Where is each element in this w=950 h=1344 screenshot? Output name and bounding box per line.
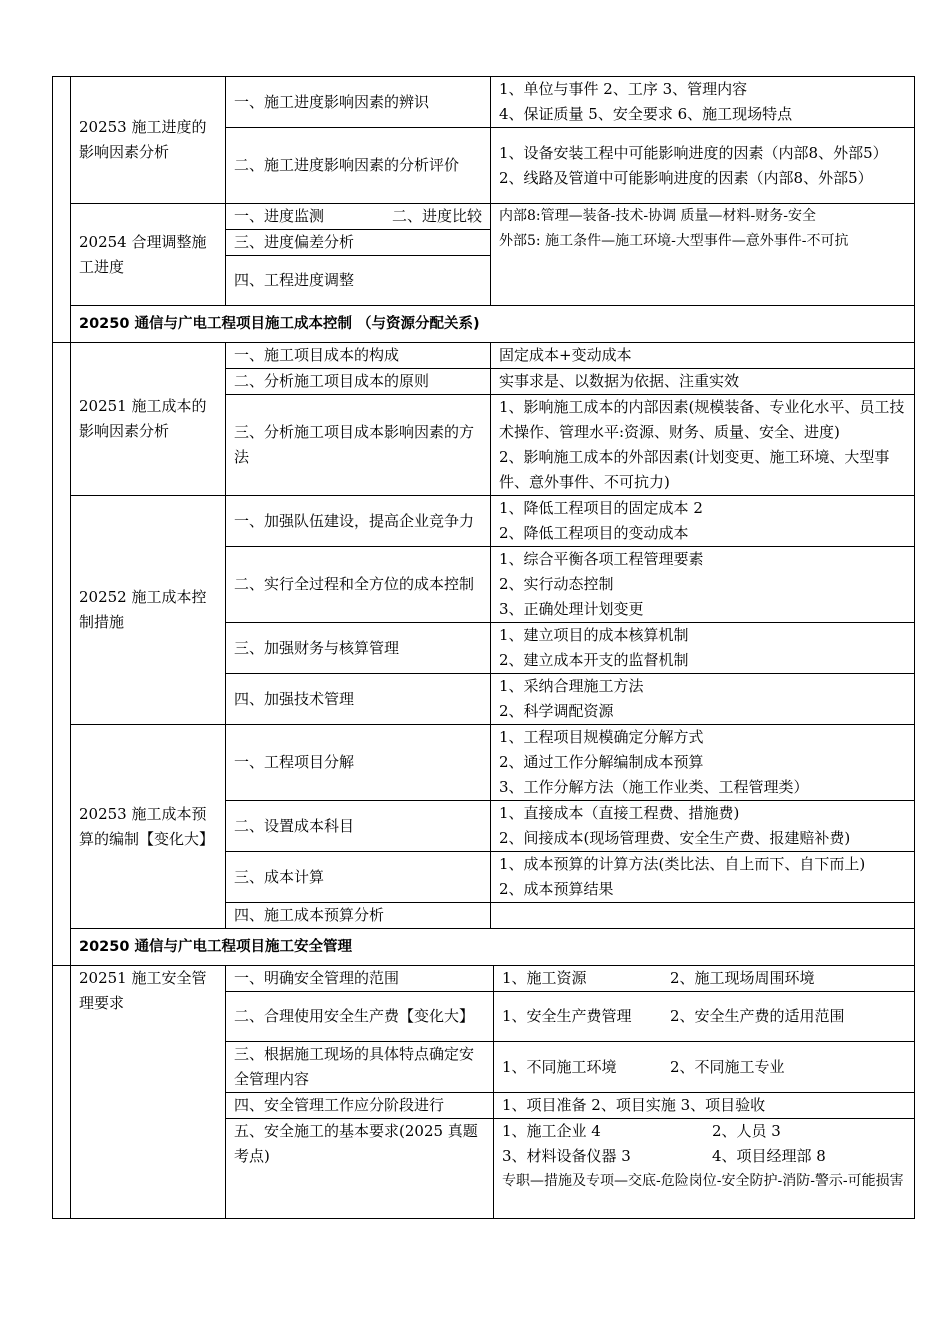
detail-cell: 实事求是、以数据为依据、注重实效 [491, 369, 915, 395]
detail-part: 2、人员 3 [712, 1122, 781, 1140]
detail-cell [491, 852, 915, 903]
item-cell: 二、施工进度影响因素的分析评价 [226, 128, 491, 204]
detail-line: 2、实行动态控制 [499, 575, 614, 593]
item-cell: 三、进度偏差分析 [226, 230, 491, 256]
item-cell: 三、成本计算 [226, 852, 491, 903]
detail-line: 2、间接成本(现场管理费、安全生产费、报建赔补费) [499, 829, 851, 847]
detail-line: 2、建立成本开支的监督机制 [499, 651, 689, 669]
group-title: 20253 施工进度的影响因素分析 [71, 77, 226, 204]
group-title: 20251 施工安全管理要求 [71, 966, 226, 1219]
item-cell: 一、加强队伍建设，提高企业竞争力 [226, 496, 491, 547]
detail-cell [491, 903, 915, 929]
gutter-cell [53, 343, 71, 966]
detail-cell [494, 1042, 915, 1093]
outline-table [52, 342, 915, 966]
document-page [52, 76, 914, 1219]
detail-line: 1、工程项目规模确定分解方式 [499, 728, 704, 746]
item-cell: 四、加强技术管理 [226, 674, 491, 725]
detail-cell: 固定成本+变动成本 [491, 343, 915, 369]
detail-line: 3、正确处理计划变更 [499, 600, 644, 618]
detail-part: 1、施工企业 4 [502, 1122, 601, 1140]
detail-line: 4、保证质量 5、安全要求 6、施工现场特点 [499, 105, 793, 123]
detail-line: 3、工作分解方法（施工作业类、工程管理类） [499, 778, 809, 796]
detail-part: 1、安全生产费管理 [502, 1007, 632, 1025]
section-header: 20250 通信与广电工程项目施工成本控制 （与资源分配关系) [71, 306, 915, 343]
group-title: 20252 施工成本控制措施 [71, 496, 226, 725]
detail-cell [491, 128, 915, 204]
item-cell: 二、设置成本科目 [226, 801, 491, 852]
detail-cell [491, 496, 915, 547]
item-part: 二、进度比较 [391, 207, 482, 225]
item-cell: 三、加强财务与核算管理 [226, 623, 491, 674]
detail-line: 1、建立项目的成本核算机制 [499, 626, 689, 644]
item-cell: 一、明确安全管理的范围 [226, 966, 494, 992]
note-line: 外部5: 施工条件—施工环境-大型事件—意外事件-不可抗 [499, 233, 849, 249]
item-cell: 五、安全施工的基本要求(2025 真题考点) [226, 1119, 494, 1219]
detail-line: 1、直接成本（直接工程费、措施费) [499, 804, 740, 822]
group-title: 20254 合理调整施工进度 [71, 204, 226, 306]
gutter-cell [53, 77, 71, 343]
detail-part: 3、材料设备仪器 3 [502, 1147, 631, 1165]
item-cell: 二、实行全过程和全方位的成本控制 [226, 547, 491, 623]
item-cell: 一、施工进度影响因素的辨识 [226, 77, 491, 128]
detail-cell [491, 674, 915, 725]
outline-table [52, 76, 915, 343]
detail-part: 2、安全生产费的适用范围 [670, 1007, 845, 1025]
item-cell: 一、施工项目成本的构成 [226, 343, 491, 369]
group-title: 20251 施工成本的影响因素分析 [71, 343, 226, 496]
detail-line: 1、降低工程项目的固定成本 2 [499, 499, 703, 517]
detail-line: 2、降低工程项目的变动成本 [499, 524, 689, 542]
detail-part: 2、施工现场周围环境 [670, 969, 815, 987]
detail-part: 4、项目经理部 8 [712, 1147, 826, 1165]
detail-part: 1、施工资源 [502, 969, 587, 987]
detail-line: 2、成本预算结果 [499, 880, 614, 898]
detail-cell [491, 547, 915, 623]
group-title: 20253 施工成本预算的编制【变化大】 [71, 725, 226, 929]
detail-cell [491, 77, 915, 128]
detail-cell [491, 801, 915, 852]
detail-line: 1、综合平衡各项工程管理要素 [499, 550, 704, 568]
item-cell: 二、分析施工项目成本的原则 [226, 369, 491, 395]
detail-cell [494, 966, 915, 992]
item-part: 一、进度监测 [234, 207, 325, 225]
section-header: 20250 通信与广电工程项目施工安全管理 [71, 929, 915, 966]
detail-part: 2、不同施工专业 [670, 1057, 785, 1076]
gutter-cell [53, 966, 71, 1219]
detail-line: 1、单位与事件 2、工序 3、管理内容 [499, 80, 748, 98]
detail-line: 2、影响施工成本的外部因素(计划变更、施工环境、大型事件、意外事件、不可抗力) [499, 448, 890, 491]
detail-line: 1、影响施工成本的内部因素(规模装备、专业化水平、员工技术操作、管理水平:资源、财务、质量、安全、进度) [499, 398, 905, 441]
detail-line [502, 1119, 906, 1144]
detail-cell [491, 204, 915, 306]
item-cell: 四、施工成本预算分析 [226, 903, 491, 929]
item-cell: 三、根据施工现场的具体特点确定安全管理内容 [226, 1042, 494, 1093]
item-cell: 四、工程进度调整 [226, 256, 491, 306]
detail-cell [494, 992, 915, 1042]
note-line: 内部8:管理—装备-技术-协调 质量—材料-财务-安全 [499, 208, 816, 224]
detail-line: 2、通过工作分解编制成本预算 [499, 753, 704, 771]
item-cell: 二、合理使用安全生产费【变化大】 [226, 992, 494, 1042]
note-line: 专职—措施及专项—交底-危险岗位-安全防护-消防-警示-可能损害 [502, 1173, 904, 1189]
detail-part: 1、不同施工环境 [502, 1057, 617, 1076]
detail-cell [491, 395, 915, 496]
detail-line: 2、科学调配资源 [499, 702, 614, 720]
detail-cell [494, 1119, 915, 1219]
detail-line: 1、成本预算的计算方法(类比法、自上而下、自下而上) [499, 855, 866, 873]
detail-cell [491, 623, 915, 674]
item-cell [226, 204, 491, 230]
detail-line: 1、设备安装工程中可能影响进度的因素（内部8、外部5） 2、线路及管道中可能影响进度的因素（内部8、外部5） [499, 143, 888, 187]
outline-table [52, 965, 915, 1219]
item-cell: 三、分析施工项目成本影响因素的方法 [226, 395, 491, 496]
detail-cell: 1、项目准备 2、项目实施 3、项目验收 [494, 1093, 915, 1119]
detail-line: 1、采纳合理施工方法 [499, 677, 644, 695]
detail-cell [491, 725, 915, 801]
item-cell: 四、安全管理工作应分阶段进行 [226, 1093, 494, 1119]
item-cell: 一、工程项目分解 [226, 725, 491, 801]
detail-line [502, 1144, 906, 1169]
